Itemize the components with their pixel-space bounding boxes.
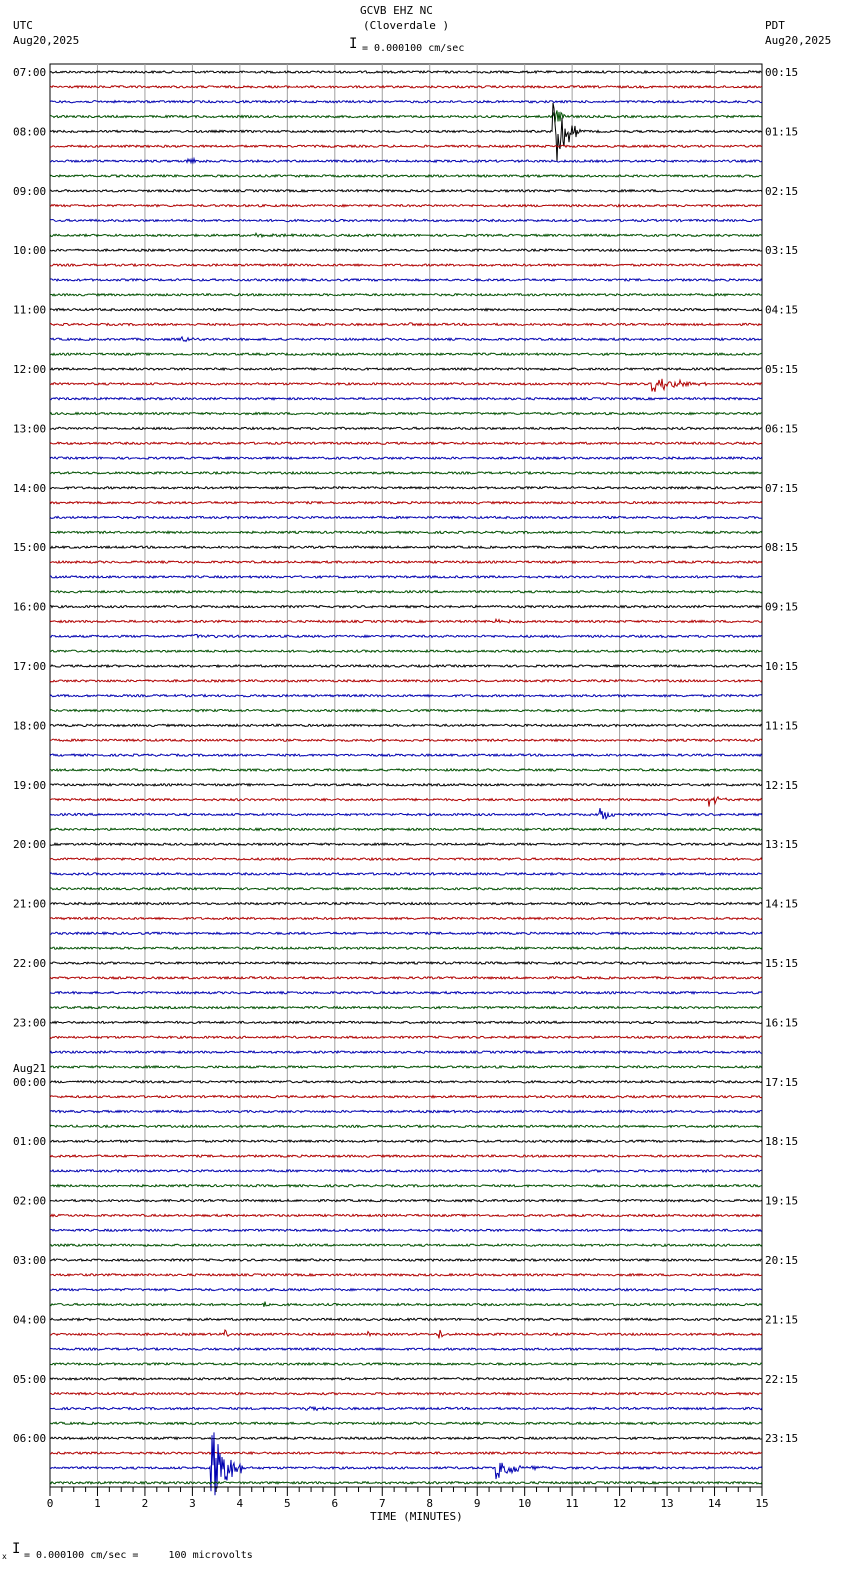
trace-line [50, 1407, 762, 1411]
x-tick-label: 9 [473, 1497, 481, 1510]
x-tick-label: 15 [755, 1497, 769, 1510]
left-hour-label: 06:00 [13, 1432, 47, 1446]
footer-scale-bar-icon: I [12, 1541, 21, 1557]
trace-line [50, 1363, 762, 1365]
right-hour-label: 02:15 [765, 184, 799, 198]
x-tick-label: 5 [284, 1497, 291, 1510]
trace-line [50, 606, 762, 608]
trace-line [50, 205, 762, 207]
right-timezone: PDT [765, 19, 785, 32]
trace-line [50, 977, 762, 979]
trace-line [50, 858, 762, 860]
trace-line [50, 576, 762, 578]
right-hour-label: 20:15 [765, 1254, 799, 1267]
trace-line [50, 86, 762, 88]
left-date: Aug20,2025 [13, 34, 80, 47]
left-hour-label: 08:00 [13, 125, 47, 139]
right-hour-label: 14:15 [765, 897, 799, 911]
right-hour-label: 16:15 [765, 1016, 799, 1030]
left-hour-label: 02:00 [13, 1194, 47, 1208]
trace-line [50, 1096, 762, 1098]
right-hour-label: 01:15 [765, 125, 799, 139]
trace-line [50, 1348, 762, 1350]
right-hour-label: 21:15 [765, 1313, 799, 1327]
trace-line [50, 797, 762, 807]
trace-line [50, 546, 762, 548]
right-hour-label: 00:15 [765, 66, 799, 79]
left-hour-label: 21:00 [13, 897, 47, 911]
trace-line [50, 472, 762, 474]
x-tick-label: 2 [141, 1497, 149, 1510]
trace-line [50, 1330, 762, 1338]
trace-line [50, 353, 762, 355]
trace-line [50, 769, 762, 771]
trace-line [50, 1214, 762, 1216]
trace-line [50, 219, 762, 221]
trace-line [50, 71, 762, 73]
left-hour-label: 00:00 [13, 1075, 47, 1089]
right-hour-label: 18:15 [765, 1135, 799, 1149]
x-tick-label: 4 [236, 1497, 244, 1510]
trace-line [50, 1289, 762, 1291]
trace-line [50, 159, 762, 163]
trace-line [50, 379, 762, 392]
left-hour-label: 15:00 [13, 541, 47, 555]
right-hour-label: 19:15 [765, 1194, 799, 1208]
trace-line [50, 337, 762, 342]
right-hour-label: 23:15 [765, 1432, 799, 1446]
trace-line [50, 249, 762, 251]
trace-line [50, 309, 762, 311]
trace-line [50, 784, 762, 786]
left-hour-label: 19:00 [13, 778, 47, 792]
trace-line [50, 947, 762, 949]
grid [50, 64, 762, 1487]
trace-line [50, 233, 762, 237]
date-change-label: Aug21 [13, 1061, 47, 1075]
trace-line [50, 516, 762, 518]
trace-line [50, 1422, 762, 1424]
trace-line [50, 110, 762, 122]
trace-line [50, 1036, 762, 1038]
right-date: Aug20,2025 [765, 34, 832, 47]
trace-line [50, 591, 762, 593]
trace-line [50, 992, 762, 994]
trace-line [50, 695, 762, 697]
left-timezone: UTC [13, 19, 33, 32]
trace-line [50, 754, 762, 756]
left-hour-label: 03:00 [13, 1254, 47, 1267]
right-hour-label: 07:15 [765, 481, 799, 495]
station-location: (Cloverdale ) [363, 19, 450, 32]
footer-marker: x [2, 1552, 7, 1561]
trace-line [50, 103, 762, 162]
trace-line [50, 1274, 762, 1276]
left-hour-label: 12:00 [13, 363, 47, 376]
trace-line [50, 1200, 762, 1202]
trace-line [50, 323, 762, 326]
trace-line [50, 502, 762, 504]
trace-line [50, 634, 762, 637]
trace-line [50, 739, 762, 741]
left-hour-label: 05:00 [13, 1372, 47, 1386]
trace-line [50, 1437, 762, 1439]
x-tick-label: 0 [46, 1497, 54, 1510]
trace-line [50, 101, 762, 103]
trace-line [50, 1066, 762, 1068]
right-hour-label: 09:15 [765, 600, 799, 614]
right-hour-label: 13:15 [765, 838, 799, 852]
trace-line [50, 843, 762, 845]
right-hour-label: 22:15 [765, 1372, 799, 1386]
trace-line [50, 1393, 762, 1395]
trace-line [50, 650, 762, 652]
x-tick-label: 6 [331, 1497, 339, 1510]
left-hour-label: 18:00 [13, 719, 47, 733]
trace-line [50, 1244, 762, 1246]
x-tick-label: 12 [612, 1497, 627, 1510]
trace-line [50, 413, 762, 415]
trace-line [50, 888, 762, 890]
trace-line [50, 1125, 762, 1127]
left-hour-label: 07:00 [13, 66, 47, 79]
scale-bar-icon: I [349, 36, 358, 52]
x-tick-label: 8 [426, 1497, 434, 1510]
trace-line [50, 427, 762, 429]
right-hour-label: 10:15 [765, 660, 799, 673]
trace-line [50, 487, 762, 489]
right-hour-label: 05:15 [765, 363, 799, 376]
left-hour-label: 04:00 [13, 1313, 47, 1327]
x-tick-label: 3 [189, 1497, 196, 1510]
left-hour-label: 11:00 [13, 303, 47, 317]
trace-line [50, 1259, 762, 1261]
right-hour-label: 03:15 [765, 244, 799, 258]
left-hour-label: 22:00 [13, 957, 47, 970]
left-hour-label: 01:00 [13, 1135, 47, 1149]
x-tick-label: 1 [94, 1497, 101, 1510]
x-tick-label: 7 [378, 1497, 386, 1510]
trace-line [50, 264, 762, 266]
trace-line [50, 1051, 762, 1053]
trace-line [50, 1229, 762, 1231]
trace-line [50, 1021, 762, 1023]
trace-line [50, 279, 762, 281]
x-tick-label: 10 [518, 1497, 532, 1510]
trace-line [50, 903, 762, 905]
trace-line [50, 828, 762, 830]
trace-line [50, 680, 762, 682]
trace-line [50, 398, 762, 400]
trace-line [50, 1482, 762, 1484]
scale-text: = 0.000100 cm/sec [362, 43, 465, 54]
left-hour-label: 13:00 [13, 422, 47, 436]
trace-line [50, 1378, 762, 1380]
trace-line [50, 962, 762, 964]
trace-line [50, 442, 762, 444]
trace-line [50, 1318, 762, 1320]
left-hour-label: 10:00 [13, 244, 47, 258]
trace-line [50, 175, 762, 177]
trace-line [50, 1170, 762, 1172]
trace-line [50, 1110, 762, 1112]
right-hour-label: 08:15 [765, 541, 799, 555]
footer-scale-text: = 0.000100 cm/sec = 100 microvolts [24, 1550, 253, 1561]
trace-line [50, 531, 762, 533]
trace-line [50, 561, 762, 563]
x-axis [47, 1487, 769, 1510]
right-hour-label: 15:15 [765, 957, 799, 970]
trace-line [50, 145, 762, 147]
trace-line [50, 873, 762, 875]
trace-line [50, 1140, 762, 1142]
traces [50, 71, 762, 1495]
trace-line [50, 1155, 762, 1157]
trace-line [50, 1185, 762, 1187]
trace-line [50, 1007, 762, 1009]
trace-line [50, 665, 762, 667]
left-hour-label: 23:00 [13, 1016, 47, 1030]
left-hour-label: 17:00 [13, 660, 47, 673]
x-tick-label: 13 [660, 1497, 674, 1510]
left-hour-label: 14:00 [13, 481, 47, 495]
trace-line [50, 808, 762, 819]
right-hour-label: 11:15 [765, 719, 799, 733]
trace-line [50, 1432, 762, 1495]
trace-line [50, 190, 762, 192]
trace-line [50, 1302, 762, 1307]
left-hour-label: 20:00 [13, 838, 47, 852]
x-tick-label: 14 [707, 1497, 722, 1510]
trace-line [50, 917, 762, 919]
trace-line [50, 368, 762, 370]
right-hour-label: 06:15 [765, 422, 799, 436]
x-axis-title: TIME (MINUTES) [370, 1510, 463, 1523]
trace-line [50, 619, 762, 623]
trace-line [50, 932, 762, 934]
trace-line [50, 724, 762, 726]
plot-frame [50, 64, 762, 1487]
trace-line [50, 710, 762, 712]
right-hour-label: 04:15 [765, 303, 799, 317]
left-hour-label: 09:00 [13, 184, 47, 198]
left-hour-label: 16:00 [13, 600, 47, 614]
right-hour-label: 12:15 [765, 778, 799, 792]
trace-line [50, 1081, 762, 1083]
x-tick-label: 11 [565, 1497, 579, 1510]
trace-line [50, 294, 762, 296]
trace-line [50, 1452, 762, 1454]
right-hour-label: 17:15 [765, 1075, 799, 1089]
station-title: GCVB EHZ NC [360, 4, 433, 17]
trace-line [50, 457, 762, 459]
